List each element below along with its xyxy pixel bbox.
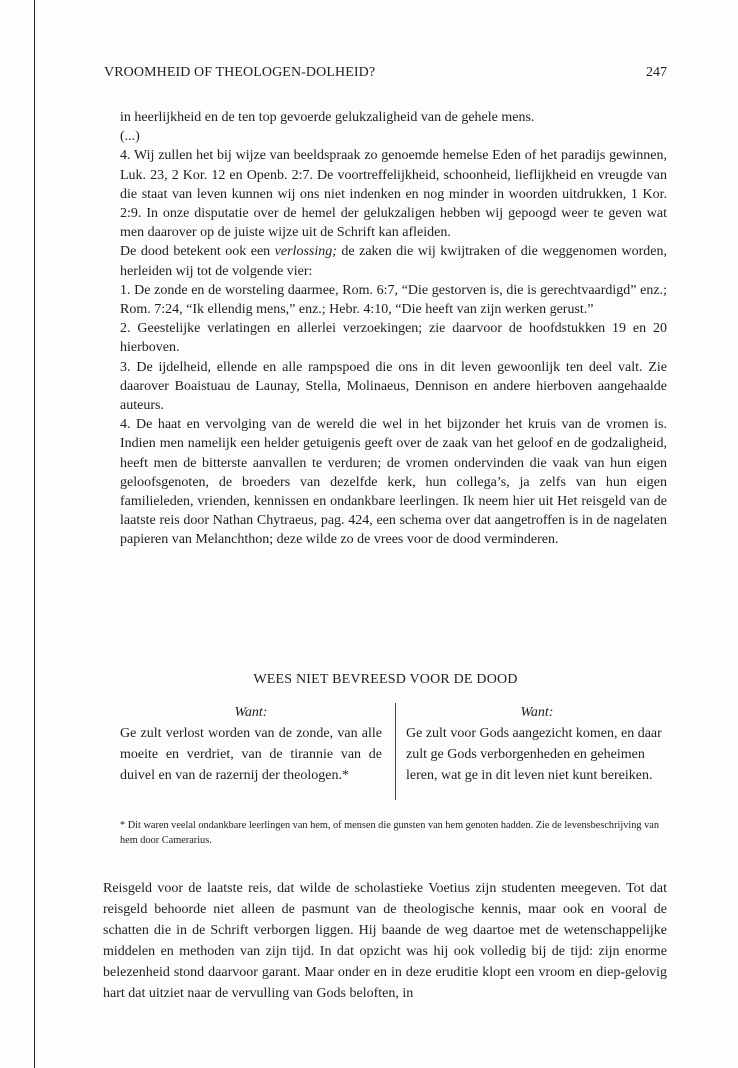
right-column-text: Ge zult voor Gods aangezicht komen, en daar zult ge Gods verborgenheden en geheimen leren, wat ge in dit leven niet kunt bereiken. [406, 726, 662, 783]
schema-right-column [406, 702, 668, 786]
intro-emphasis: verlossing; [274, 244, 337, 260]
right-column-heading: Want: [520, 705, 554, 720]
list-item-2: 2. Geestelijke verlatingen en allerlei verzoekingen; zie daarvoor de hoofdstukken 19 en 20 hierboven. [120, 321, 667, 356]
running-title: VROOMHEID OF THEOLOGEN-DOLHEID? [104, 65, 376, 80]
quote-point-4: 4. Wij zullen het bij wijze van beeldspraak zo genoemde hemelse Eden of het paradijs gewinnen, Luk. 23, 2 Kor. 12 en Openb. 2:7. De voortreffelijkheid, schoonheid, lieflijkheid en vreugde van die staat van leven kunnen wij ons niet indenken en nog minder in woorden uitdrukken, 1 Kor. 2:9. In onze disputatie over de hemel der gelukzaligen hebben wij gepoogd weer te geven wat men daarover op de juiste wijze uit de Schrift kan afleiden. [120, 148, 667, 241]
schema-title: WEES NIET BEVREESD VOOR DE DOOD [253, 672, 518, 687]
schema-left-column [120, 702, 382, 786]
footnote-text: * Dit waren veelal ondankbare leerlingen van hem, of mensen die gunsten van hem genoten hadden. Zie de levensbeschrijving van hem door Camerarius. [120, 820, 659, 846]
page-binding-edge [34, 0, 35, 1068]
quote-line: in heerlijkheid en de ten top gevoerde gelukzaligheid van de gehele mens. [120, 110, 535, 125]
column-divider [395, 703, 396, 800]
page-number: 247 [646, 65, 667, 80]
left-column-text: Ge zult verlost worden van de zonde, van alle moeite en verdriet, van de tirannie van de duivel en van de razernij der theologen.* [120, 726, 382, 783]
list-item-4: 4. De haat en vervolging van de wereld die wel in het bijzonder het kruis van de vromen is. Indien men namelijk een helder getuigenis geeft over de zaak van het geloof en de godzaligheid, heeft men de bitterste aanvallen te verduren; de vromen ondervinden die vaak van hun eigen geloofsgenoten, de broeders van dezelfde kerk, hun collega’s, ja zelfs van hun eigen familieleden, vrienden, kennissen en ondankbare leerlingen. Ik neem hier uit Het reisgeld van de laatste reis door Nathan Chytraeus, pag. 424, een schema over dat aangetroffen is in de nagelaten papieren van Melanchthon; deze wilde zo de vrees voor de dood verminderen. [120, 417, 667, 548]
body-paragraph-text: Reisgeld voor de laatste reis, dat wilde de scholastieke Voetius zijn studenten meegeven. Tot dat reisgeld behoorde niet alleen de pasmunt van de theologische kennis, maar ook en vooral de schatten die in de Schrift verborgen liggen. Hij baande de weg daartoe met de wetenschappelijke middelen en methoden van zijn tijd. In dat opzicht was hij ook volledig bij de tijd: zijn enorme belezenheid stond daarvoor garant. Maar onder en in deze eruditie klopt een vroom en diep-gelovig hart dat uitziet naar de vervulling van Gods beloften, in [103, 881, 667, 1001]
list-item-1: 1. De zonde en de worsteling daarmee, Rom. 6:7, “Die gestorven is, die is gerechtvaardigd” enz.; Rom. 7:24, “Ik ellendig mens,” enz.; Hebr. 4:10, “Die heeft van zijn werken gerust.” [120, 282, 667, 318]
intro-text: De dood betekent ook een [120, 244, 275, 260]
body-paragraph [103, 878, 667, 1004]
left-column-heading: Want: [234, 705, 268, 720]
list-item-3: 3. De ijdelheid, ellende en alle rampspoed die ons in dit leven gewoonlijk ten deel valt. Zie daarover Boaistuau de Launay, Stella, Molinaeus, Dennison en andere hierboven aangehaalde auteurs. [120, 359, 667, 414]
quote-ellipsis: (...) [120, 129, 140, 145]
quoted-passage [120, 108, 667, 550]
footnote [120, 818, 667, 848]
quote-intro [120, 242, 667, 280]
intro-text-cont: de zaken die wij kwijtraken of die weggenomen worden, herleiden wij tot de volgende vier: [120, 244, 667, 279]
